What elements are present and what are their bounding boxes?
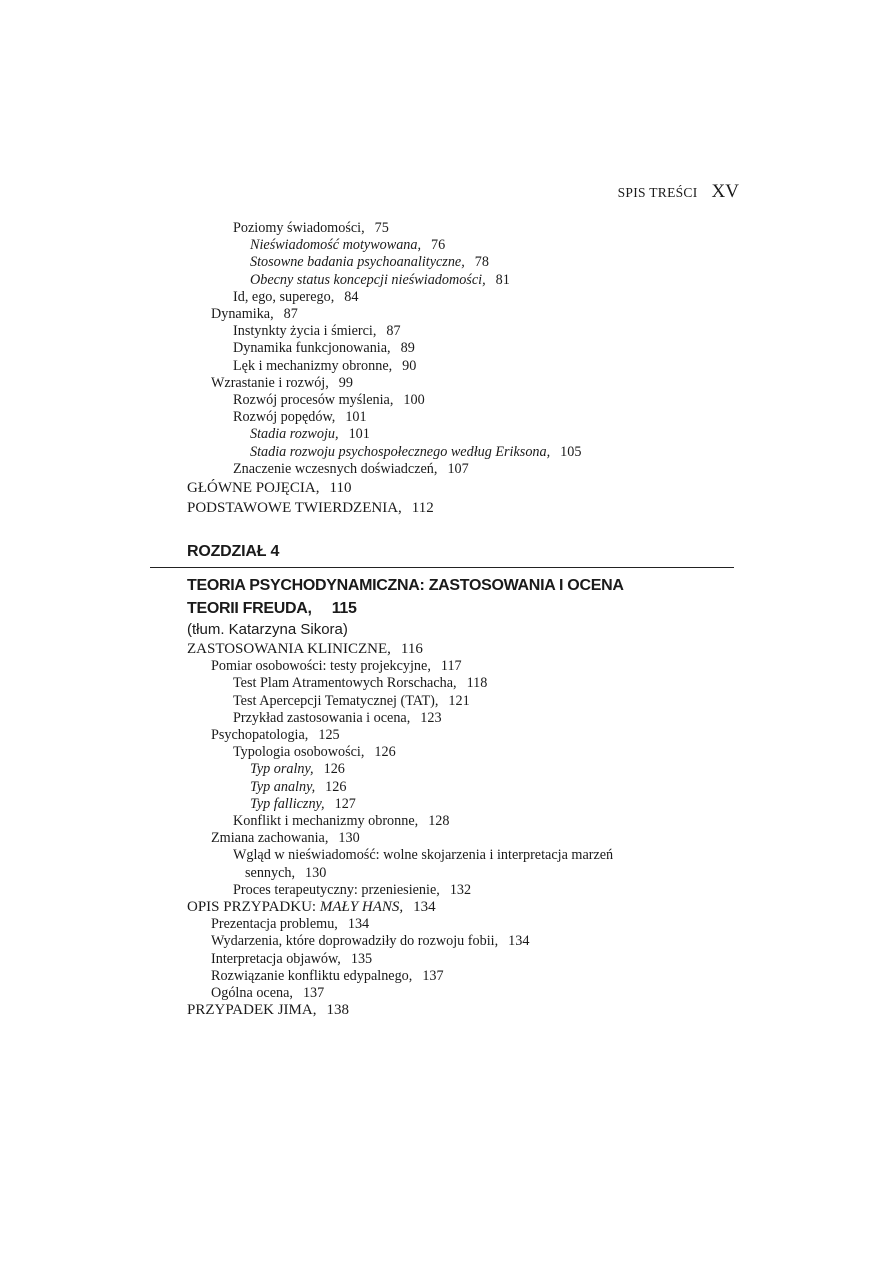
toc-entry: Zmiana zachowania, 130 <box>211 830 360 847</box>
toc-entry: Instynkty życia i śmierci, 87 <box>233 323 401 340</box>
toc-entry: Rozwój popędów, 101 <box>233 409 367 426</box>
toc-entry-continuation: sennych, 130 <box>245 864 327 881</box>
toc-entry: Pomiar osobowości: testy projekcyjne, 117 <box>211 658 462 675</box>
chapter-title-line1: TEORIA PSYCHODYNAMICZNA: ZASTOSOWANIA I OCENA <box>187 577 624 594</box>
toc-entry: Typ falliczny, 127 <box>250 795 356 812</box>
toc-entry: Typ analny, 126 <box>250 778 347 795</box>
toc-entry: Konflikt i mechanizmy obronne, 128 <box>233 813 450 830</box>
toc-entry: Interpretacja objawów, 135 <box>211 950 373 967</box>
toc-entry-section: ZASTOSOWANIA KLINICZNE, 116 <box>187 641 423 657</box>
toc-entry: Poziomy świadomości, 75 <box>233 220 389 236</box>
toc-entry-section: PRZYPADEK JIMA, 138 <box>187 1002 349 1019</box>
toc-entry: Stadia rozwoju psychospołecznego według Eriksona, 105 <box>250 443 582 460</box>
chapter-label: ROZDZIAŁ 4 <box>187 543 280 560</box>
toc-entry: Stosowne badania psychoanalityczne, 78 <box>250 254 489 271</box>
toc-list-part2 <box>187 641 747 1019</box>
header-page-number: XV <box>711 181 739 202</box>
toc-entry-section: PODSTAWOWE TWIERDZENIA, 112 <box>187 500 434 517</box>
chapter-divider <box>150 567 734 568</box>
toc-entry: Psychopatologia, 125 <box>211 727 340 744</box>
toc-entry: Przykład zastosowania i ocena, 123 <box>233 709 442 726</box>
chapter-translator: (tłum. Katarzyna Sikora) <box>187 621 348 638</box>
toc-entry: Typologia osobowości, 126 <box>233 744 396 761</box>
toc-entry: Id, ego, superego, 84 <box>233 288 359 305</box>
toc-entry-section: GŁÓWNE POJĘCIA, 110 <box>187 480 352 497</box>
toc-entry: Rozwój procesów myślenia, 100 <box>233 392 425 409</box>
toc-entry: Nieświadomość motywowana, 76 <box>250 237 446 254</box>
toc-entry: Obecny status koncepcji nieświadomości, 81 <box>250 271 510 288</box>
running-header <box>618 181 739 203</box>
toc-entry: Znaczenie wczesnych doświadczeń, 107 <box>233 460 469 477</box>
toc-entry: Wydarzenia, które doprowadziły do rozwoju fobii, 134 <box>211 933 530 950</box>
chapter-heading <box>187 543 734 563</box>
toc-entry: Typ oralny, 126 <box>250 761 345 778</box>
chapter-page: 115 <box>331 600 357 617</box>
toc-entry: Wgląd w nieświadomość: wolne skojarzenia i interpretacja marzeń <box>233 847 614 864</box>
header-title: SPIS TREŚCI <box>617 185 698 200</box>
chapter-title-line2: TEORII FREUDA, <box>187 600 312 617</box>
toc-entry: Proces terapeutyczny: przeniesienie, 132 <box>233 881 472 898</box>
toc-entry: Dynamika, 87 <box>211 306 298 323</box>
chapter-title <box>187 574 747 620</box>
toc-entry-section: OPIS PRZYPADKU: MAŁY HANS, 134 <box>187 899 436 916</box>
toc-entry: Dynamika funkcjonowania, 89 <box>233 340 415 357</box>
toc-entry: Ogólna ocena, 137 <box>211 985 325 1002</box>
toc-entry: Rozwiązanie konfliktu edypalnego, 137 <box>211 967 444 984</box>
toc-entry: Test Plam Atramentowych Rorschacha, 118 <box>233 675 488 692</box>
toc-entry: Test Apercepcji Tematycznej (TAT), 121 <box>233 692 470 709</box>
toc-entry: Lęk i mechanizmy obronne, 90 <box>233 357 417 374</box>
toc-entry: Wzrastanie i rozwój, 99 <box>211 374 353 391</box>
toc-list-part1 <box>187 220 747 518</box>
toc-entry: Prezentacja problemu, 134 <box>211 916 370 933</box>
toc-entry: Stadia rozwoju, 101 <box>250 426 370 443</box>
